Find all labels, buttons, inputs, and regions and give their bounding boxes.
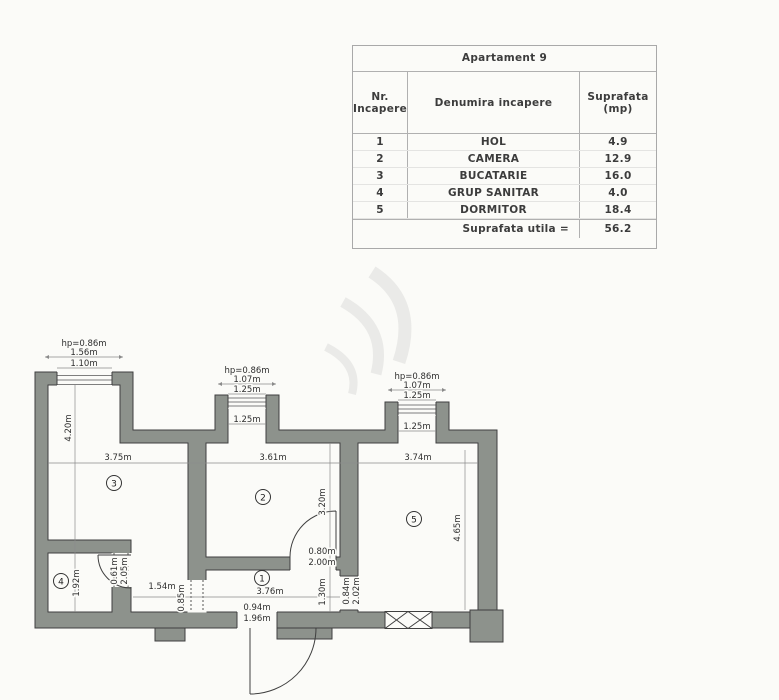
dim-door-grup-sanitar-h: 2.05m	[120, 557, 130, 585]
svg-text:4: 4	[58, 577, 64, 588]
col-header-nr: Nr. Incapere	[353, 90, 408, 115]
window-mid-glass: 1.25m	[233, 385, 261, 395]
window-right-outer: 1.07m	[403, 381, 431, 391]
svg-text:1: 1	[259, 574, 265, 585]
cell-name: BUCATARIE	[407, 168, 579, 184]
cell-nr: 2	[376, 153, 384, 165]
dim-camera-w: 3.61m	[259, 453, 287, 463]
room-marker-bucatarie	[107, 476, 122, 491]
window-right-glass: 1.25m	[403, 391, 431, 401]
cell-area: 4.0	[579, 185, 656, 201]
dim-opening: 0.85m	[177, 584, 187, 612]
dim-grup-sanitar-h: 1.92m	[72, 569, 82, 597]
dim-camera-h: 3.20m	[318, 488, 328, 516]
svg-text:2: 2	[260, 493, 266, 504]
svg-text:5: 5	[411, 515, 417, 526]
dim-door-camera-w: 0.80m	[308, 547, 336, 557]
col-header-name: Denumira incapere	[407, 72, 579, 133]
total-label: Suprafata utila =	[462, 223, 569, 235]
svg-text:3: 3	[111, 479, 117, 490]
room-marker-dormitor	[407, 512, 422, 527]
dim-door-entry-h: 1.96m	[243, 614, 271, 624]
total-value: 56.2	[579, 220, 656, 238]
dim-hol-side: 1.54m	[148, 582, 176, 592]
cell-area: 18.4	[579, 202, 656, 218]
dim-dormitor-w: 3.74m	[404, 453, 432, 463]
cell-area: 4.9	[579, 134, 656, 150]
window-left-outer: 1.56m	[70, 348, 98, 358]
dim-door-grup-sanitar-w: 0.61m	[110, 557, 120, 585]
window-left-hp: hp=0.86m	[61, 339, 107, 349]
col-header-area: Suprafata (mp)	[579, 72, 656, 133]
cell-nr: 4	[376, 187, 384, 199]
dim-dormitor-h: 4.65m	[453, 514, 463, 542]
cell-area: 16.0	[579, 168, 656, 184]
door-swings	[98, 511, 336, 694]
dim-hol-h: 1.30m	[318, 578, 328, 606]
window-mid-outer: 1.07m	[233, 375, 261, 385]
cell-nr: 5	[376, 204, 384, 216]
cell-nr: 3	[376, 170, 384, 182]
cell-name: HOL	[407, 134, 579, 150]
window-left-inner: 1.10m	[70, 359, 98, 369]
room-marker-camera	[256, 490, 271, 505]
table-title: Apartament 9	[353, 46, 656, 72]
cell-nr: 1	[376, 136, 384, 148]
dim-hol-w: 3.76m	[256, 587, 284, 597]
dim-bucatarie-w: 3.75m	[104, 453, 132, 463]
room-marker-hol	[255, 571, 270, 586]
hatched-window	[385, 612, 432, 629]
cell-name: GRUP SANITAR	[407, 185, 579, 201]
room-marker-grup-sanitar	[54, 574, 69, 589]
watermark-logo	[326, 272, 405, 394]
window-right-hp: hp=0.86m	[394, 372, 440, 382]
dim-door-dormitor-w: 0.84m	[342, 577, 352, 605]
window-mid-inner: 1.25m	[233, 415, 261, 425]
dim-door-dormitor-h: 2.02m	[352, 577, 362, 605]
cell-name: DORMITOR	[407, 202, 579, 218]
cell-area: 12.9	[579, 151, 656, 167]
dim-bucatarie-h: 4.20m	[64, 414, 74, 442]
window-right-inner: 1.25m	[403, 422, 431, 432]
window-mid-hp: hp=0.86m	[224, 366, 270, 376]
dim-door-camera-h: 2.00m	[308, 558, 336, 568]
dim-door-entry-w: 0.94m	[243, 603, 271, 613]
cell-name: CAMERA	[407, 151, 579, 167]
